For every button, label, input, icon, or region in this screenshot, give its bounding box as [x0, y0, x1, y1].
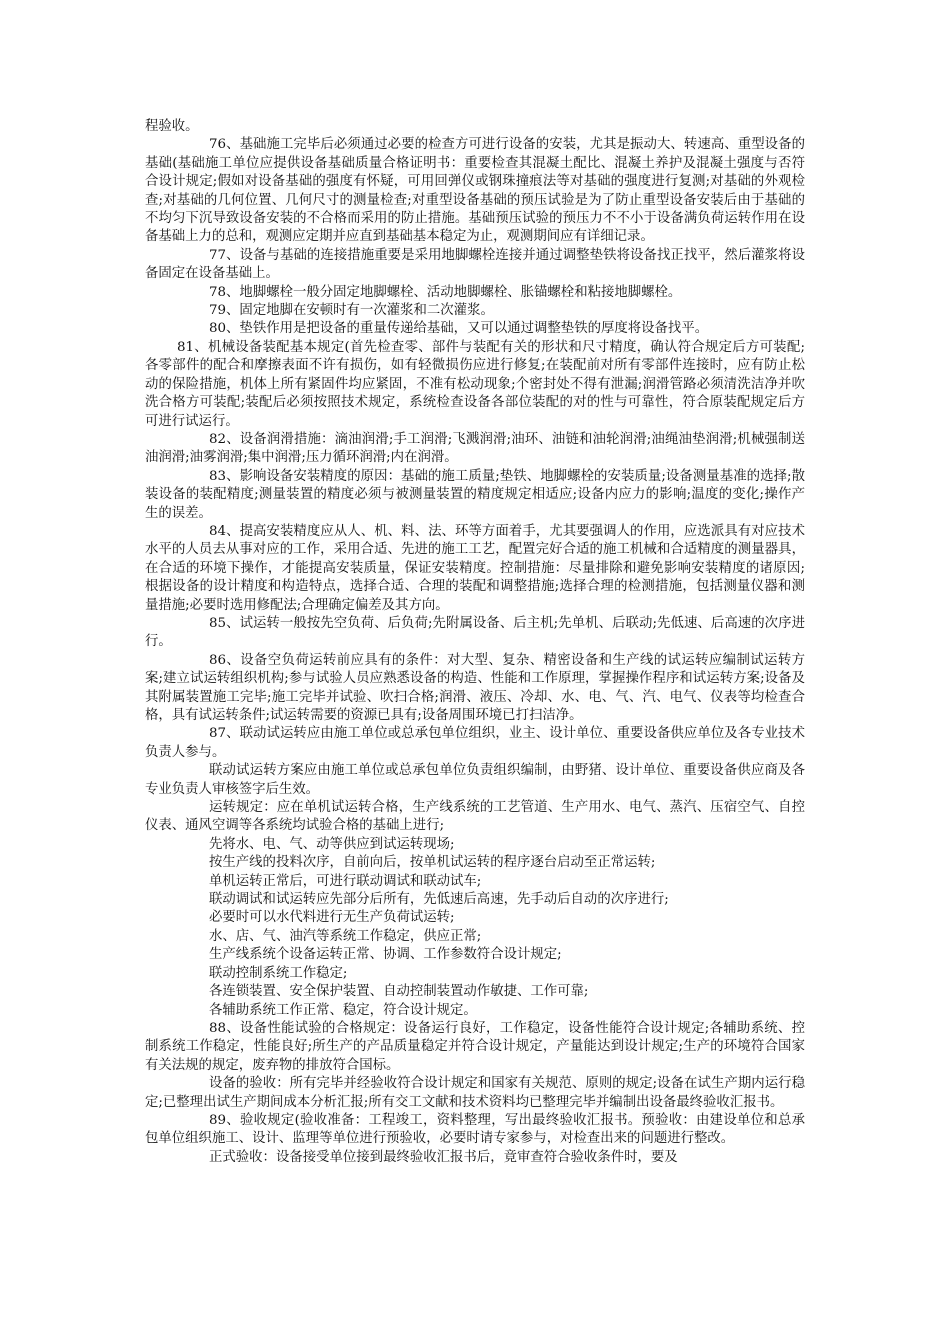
paragraph-88-acceptance: 设备的验收：所有完毕并经验收符合设计规定和国家有关规范、原则的规定;设备在试生产期内运行稳定;已整理出试生产期间成本分析汇报;所有交工文献和技术资料均已整理完毕并编制出设备最终验收汇报书。: [145, 1076, 805, 1110]
paragraph-85: 85、试运转一般按先空负荷、后负荷;先附属设备、后主机;先单机、后联动;先低速、后高速的次序进行。: [145, 615, 805, 650]
paragraph-87-rules: 运转规定：应在单机试运转合格，生产线系统的工艺管道、生产用水、电气、蒸汽、压宿空气、自控仪表、通风空调等各系统均试验合格的基础上进行;: [145, 800, 805, 834]
paragraph-76: 76、基础施工完毕后必须通过必要的检查方可进行设备的安装，尤其是振动大、转速高、重型设备的基础(基础施工单位应提供设备基础质量合格证明书：重要检查其混凝土配比、混凝土养护及混凝土强度与否符合设计规定;假如对设备基础的强度有怀疑，可用回弹仪或钢珠撞痕法等对基础的强度进行复测;对基础的外观检查;对基础的几何位置、几何尺寸的测量检查;对重型设备基础的预压试验是为了防止重型设备安装后由于基础的不均匀下沉导致设备安装的不合格而采用的防止措施。基础预压试验的预压力不不小于设备满负荷运转作用在设备基础上力的总和，观测应定期并应直到基础基本稳定为止，观测期间应有详细记录。: [145, 137, 805, 245]
list-item: 水、店、气、油汽等系统工作稳定，供应正常;: [209, 928, 482, 944]
paragraph-89-formal: 正式验收：设备接受单位接到最终验收汇报书后，竟审查符合验收条件时，要及: [209, 1149, 678, 1165]
paragraph-79: 79、固定地脚在安顿时有一次灌浆和二次灌浆。: [209, 303, 494, 319]
list-item: 生产线系统个设备运转正常、协调、工作参数符合设计规定;: [209, 947, 562, 963]
paragraph-82: 82、设备润滑措施：滴油润滑;手工润滑;飞溅润滑;油环、油链和油轮润滑;油绳油垫润滑;机械强制送油润滑;油雾润滑;集中润滑;压力循环润滑;内在润滑。: [145, 431, 805, 466]
paragraph-83: 83、影响设备安装精度的原因：基础的施工质量;垫铁、地脚螺栓的安装质量;设备测量基准的选择;散装设备的装配精度;测量装置的精度必须与被测量装置的精度规定相适应;设备内应力的影响;温度的变化;操作产生的误差。: [145, 468, 805, 521]
list-item: 各辅助系统工作正常、稳定，符合设计规定。: [209, 1002, 477, 1018]
paragraph-84: 84、提高安装精度应从人、机、料、法、环等方面着手，尤其要强调人的作用，应选派具有对应技术水平的人员去从事对应的工作，采用合适、先进的施工工艺，配置完好合适的施工机械和合适精度的测量器具，在合适的环境下操作，才能提高安装质量，保证安装精度。控制措施：尽量排除和避免影响安装精度的诸原因;根据设备的设计精度和构造特点，选择合适、合理的装配和调整措施;选择合理的检测措施，包括测量仪器和测量措施;必要时选用修配法;合理确定偏差及其方向。: [145, 523, 805, 613]
paragraph-86: 86、设备空负荷运转前应具有的条件：对大型、复杂、精密设备和生产线的试运转应编制试运转方案;建立试运转组织机构;参与试验人员应熟悉设备的构造、性能和工作原理，掌握操作程序和试运转方案;设备及其附属装置施工完毕;施工完毕并试验、吹扫合格;润滑、液压、冷却、水、电、气、汽、电气、仪表等均检查合格，具有试运转条件;试运转需要的资源已具有;设备周围环境已打扫洁净。: [145, 652, 805, 723]
paragraph-88: 88、设备性能试验的合格规定：设备运行良好，工作稳定，设备性能符合设计规定;各辅助系统、控制系统工作稳定，性能良好;所生产的产品质量稳定并符合设计规定，产量能达到设计规定;生产的环境符合国家有关法规的规定，废弃物的排放符合国标。: [145, 1020, 805, 1073]
paragraph-77: 77、设备与基础的连接措施重要是采用地脚螺栓连接并通过调整垫铁将设备找正找平，然后灌浆将设备固定在设备基础上。: [145, 247, 805, 282]
paragraph-78: 78、地脚螺栓一般分固定地脚螺栓、活动地脚螺栓、胀锚螺栓和粘接地脚螺栓。: [209, 284, 682, 300]
list-item: 必要时可以水代料进行无生产负荷试运转;: [209, 910, 455, 926]
paragraph-81: 81、机械设备装配基本规定(首先检查零、部件与装配有关的形状和尺寸精度，确认符合规定后方可装配;各零部件的配合和摩擦表面不许有损伤，如有轻微损伤应进行修复;在装配前对所有零部件连接时，应有防止松动的保险措施，机体上所有紧固件均应紧固，不准有松动现象;个密封处不得有泄漏;润滑管路必须清洗洁净并吹洗合格方可装配;装配后必须按照技术规定，系统检查设备各部位装配的对的性与可靠性，符合原装配规定后方可进行试运行。: [145, 339, 805, 429]
paragraph-87-plan: 联动试运转方案应由施工单位或总承包单位负责组织编制，由野猪、设计单位、重要设备供应商及各专业负责人审核签字后生效。: [145, 763, 805, 797]
paragraph-80: 80、垫铁作用是把设备的重量传递给基础，又可以通过调整垫铁的厚度将设备找平。: [209, 321, 709, 337]
list-item: 单机运转正常后，可进行联动调试和联动试车;: [209, 873, 482, 889]
document-page: [145, 118, 805, 1167]
list-item: 先将水、电、气、动等供应到试运转现场;: [209, 836, 455, 852]
list-item: 联动调试和试运转应先部分后所有，先低速后高速，先手动后自动的次序进行;: [209, 892, 669, 908]
list-item: 各连锁装置、安全保护装置、自动控制装置动作敏捷、工作可靠;: [209, 984, 589, 1000]
list-item: 按生产线的投料次序，自前向后，按单机试运转的程序逐台启动至正常运转;: [209, 855, 656, 871]
paragraph: 程验收。: [145, 119, 199, 134]
paragraph-89: 89、验收规定(验收准备：工程竣工，资料整理，写出最终验收汇报书。预验收：由建设单位和总承包单位组织施工、设计、监理等单位进行预验收，必要时请专家参与，对检查出来的问题进行整改。: [145, 1112, 805, 1147]
list-item: 联动控制系统工作稳定;: [209, 965, 348, 981]
paragraph-87: 87、联动试运转应由施工单位或总承包单位组织，业主、设计单位、重要设备供应单位及各专业技术负责人参与。: [145, 726, 805, 760]
